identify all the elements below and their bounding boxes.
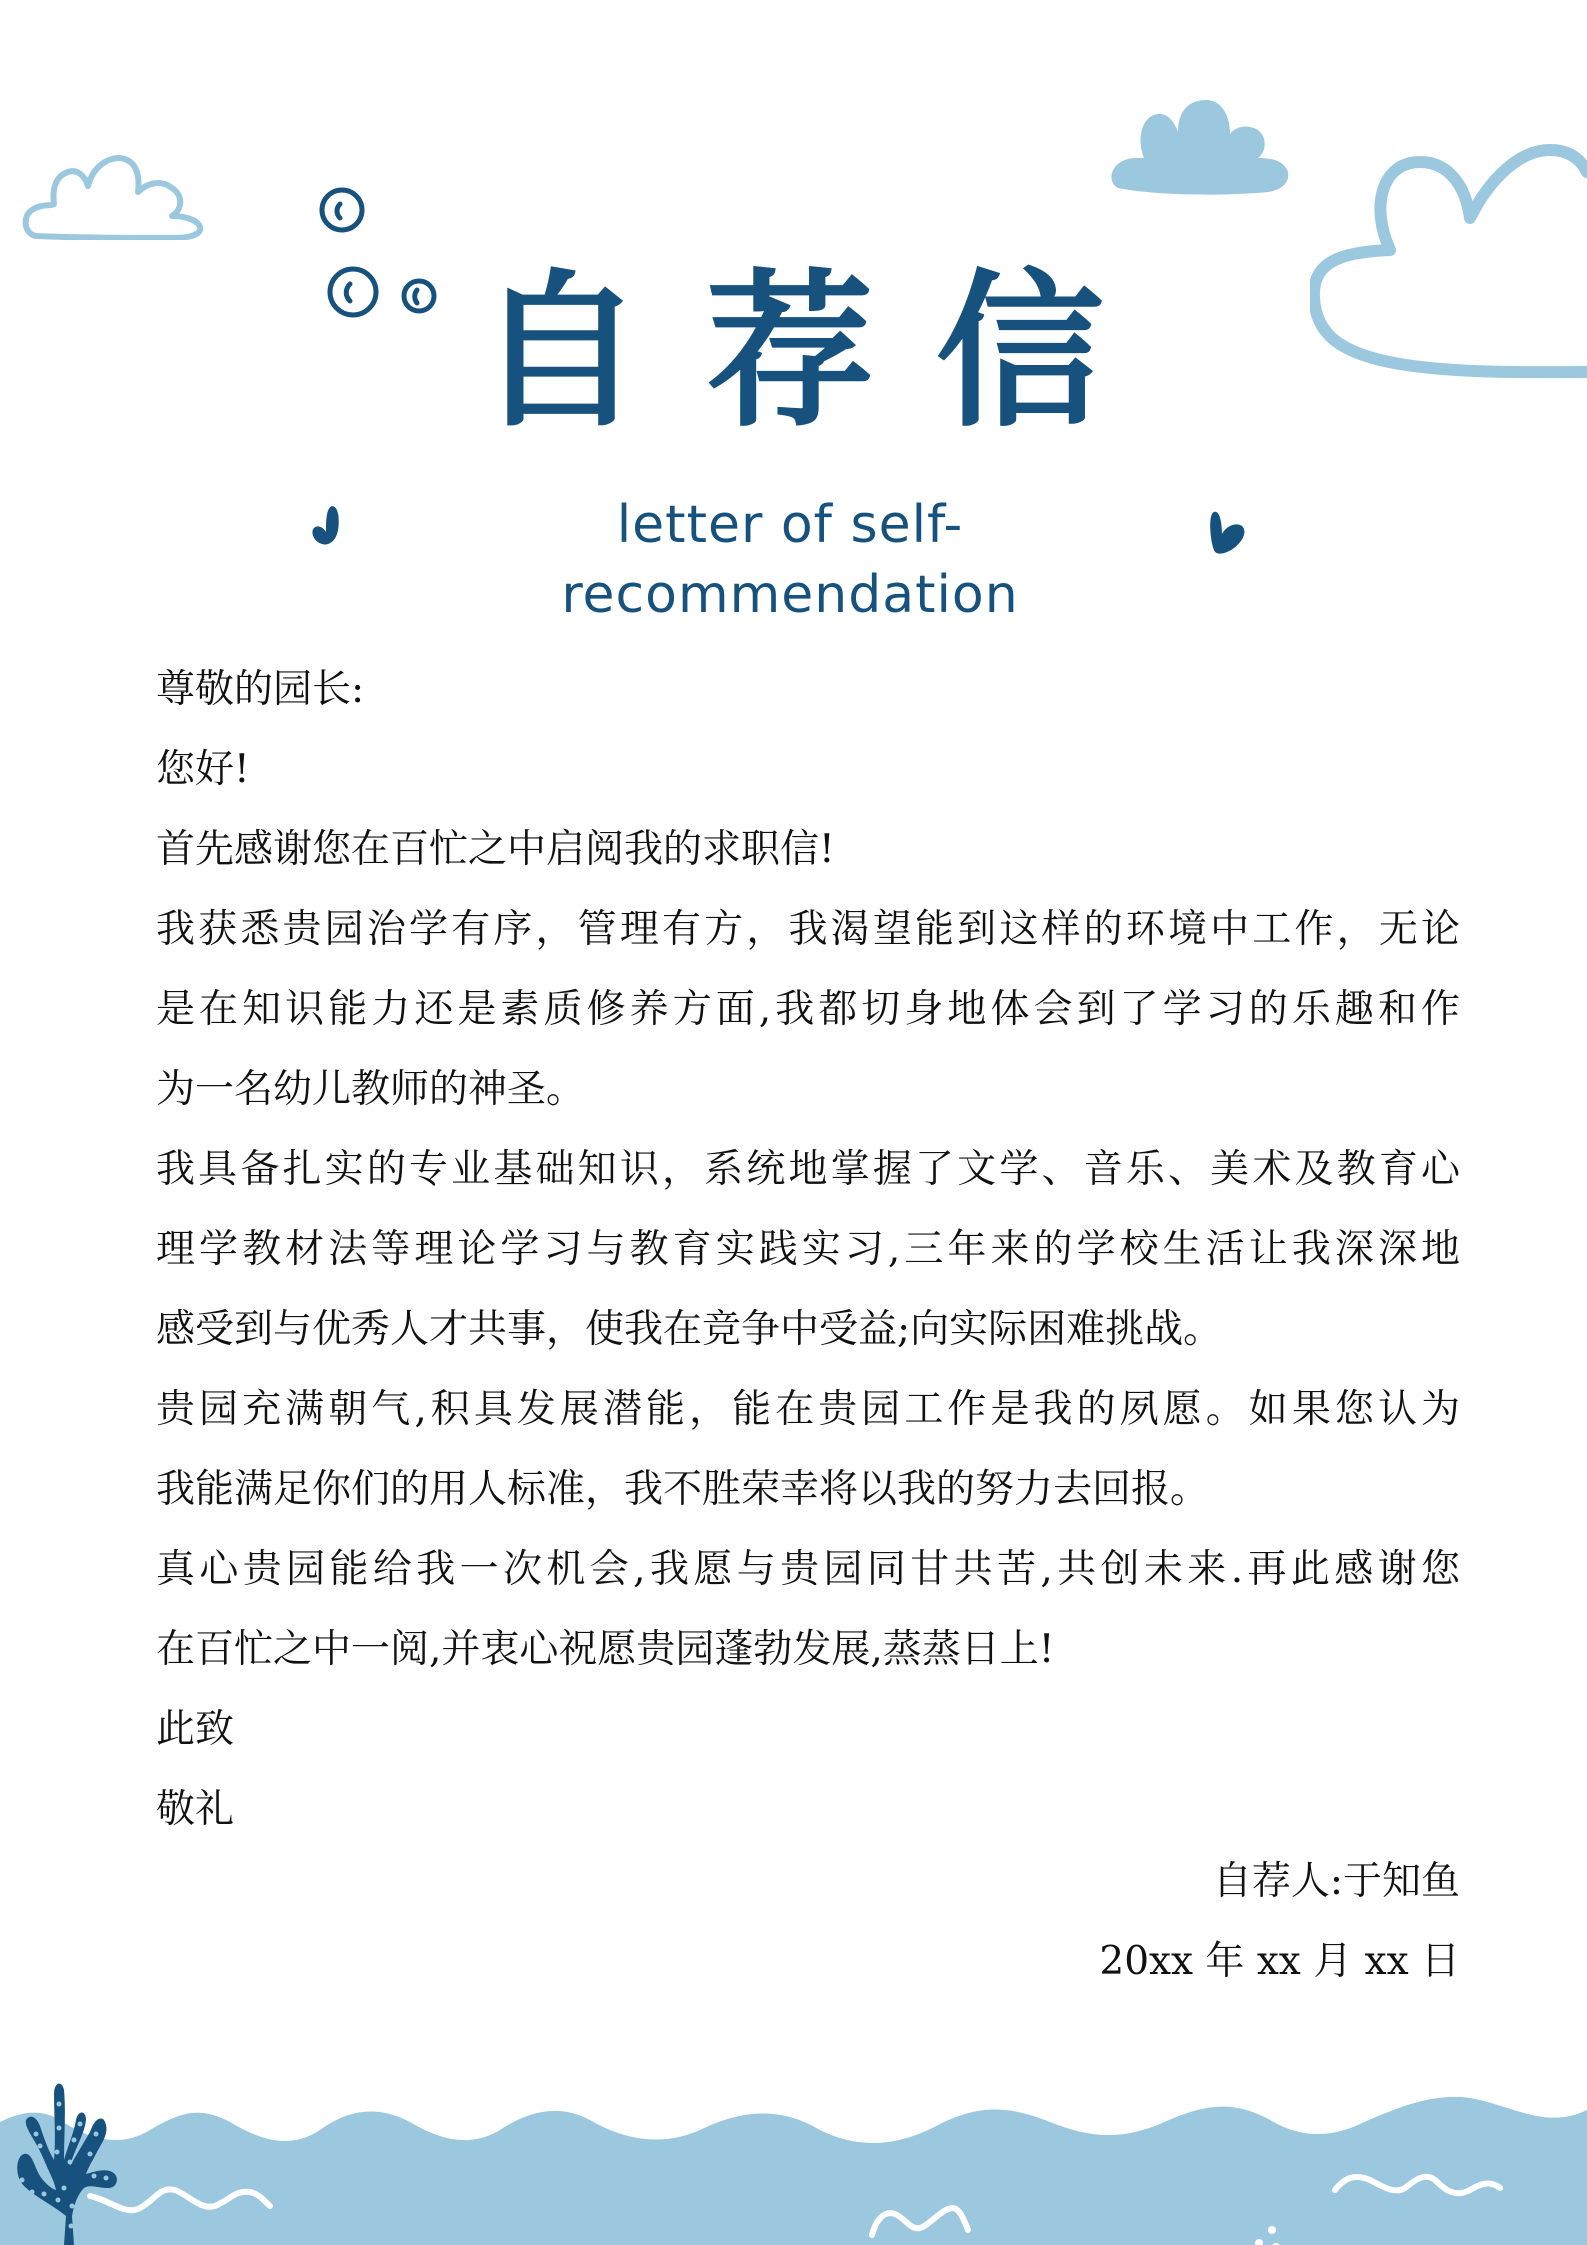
date: 20xx 年 xx 月 xx 日 xyxy=(1099,1939,1460,1984)
page-title xyxy=(470,254,1110,450)
paragraph-line: 是在知识能力还是素质修养方面,我都切身地体会到了学习的乐趣和作 xyxy=(156,987,1460,1032)
subtitle: letter of self-recommendation xyxy=(561,495,1019,625)
title-char: 荐 xyxy=(706,254,874,450)
signature-block xyxy=(1099,1842,1460,2002)
cloud-outline-icon xyxy=(1310,138,1587,388)
paragraph-line: 我获悉贵园治学有序，管理有方，我渴望能到这样的环境中工作，无论 xyxy=(156,907,1460,952)
paragraph-line: 为一名幼儿教师的神圣。 xyxy=(156,1067,586,1112)
cloud-outline-icon xyxy=(22,138,204,240)
title-char: 信 xyxy=(936,254,1104,450)
paragraph-line: 感受到与优秀人才共事，使我在竞争中受益;向实际困难挑战。 xyxy=(156,1307,1223,1352)
title-char: 自 xyxy=(476,254,644,450)
closing-line: 敬礼 xyxy=(156,1787,235,1832)
heart-icon xyxy=(1208,510,1248,556)
paragraph-line: 理学教材法等理论学习与教育实践实习,三年来的学校生活让我深深地 xyxy=(156,1227,1460,1272)
paragraph-line: 贵园充满朝气,积具发展潜能，能在贵园工作是我的夙愿。如果您认为 xyxy=(156,1387,1460,1432)
subtitle-row xyxy=(300,490,1280,625)
greeting: 您好! xyxy=(156,747,250,792)
paragraph-line: 首先感谢您在百忙之中启阅我的求职信! xyxy=(156,827,835,872)
paragraph-line: 我具备扎实的专业基础知识，系统地掌握了文学、音乐、美术及教育心 xyxy=(156,1147,1460,1192)
paragraph-line: 在百忙之中一阅,并衷心祝愿贵园蓬勃发展,蒸蒸日上! xyxy=(156,1627,1055,1672)
paragraph-line: 我能满足你们的用人标准，我不胜荣幸将以我的努力去回报。 xyxy=(156,1467,1210,1512)
paragraph-line: 真心贵园能给我一次机会,我愿与贵园同甘共苦,共创未来.再此感谢您 xyxy=(156,1547,1460,1592)
letter-body xyxy=(156,650,1460,1850)
closing-line: 此致 xyxy=(156,1707,235,1752)
heart-icon xyxy=(310,504,340,548)
bubbles-icon xyxy=(318,186,442,320)
cloud-filled-icon xyxy=(1108,98,1290,198)
wave-icon xyxy=(0,2050,1587,2245)
salutation: 尊敬的园长: xyxy=(156,667,365,712)
coral-icon xyxy=(14,2076,134,2245)
signer: 自荐人:于知鱼 xyxy=(1212,1859,1460,1904)
